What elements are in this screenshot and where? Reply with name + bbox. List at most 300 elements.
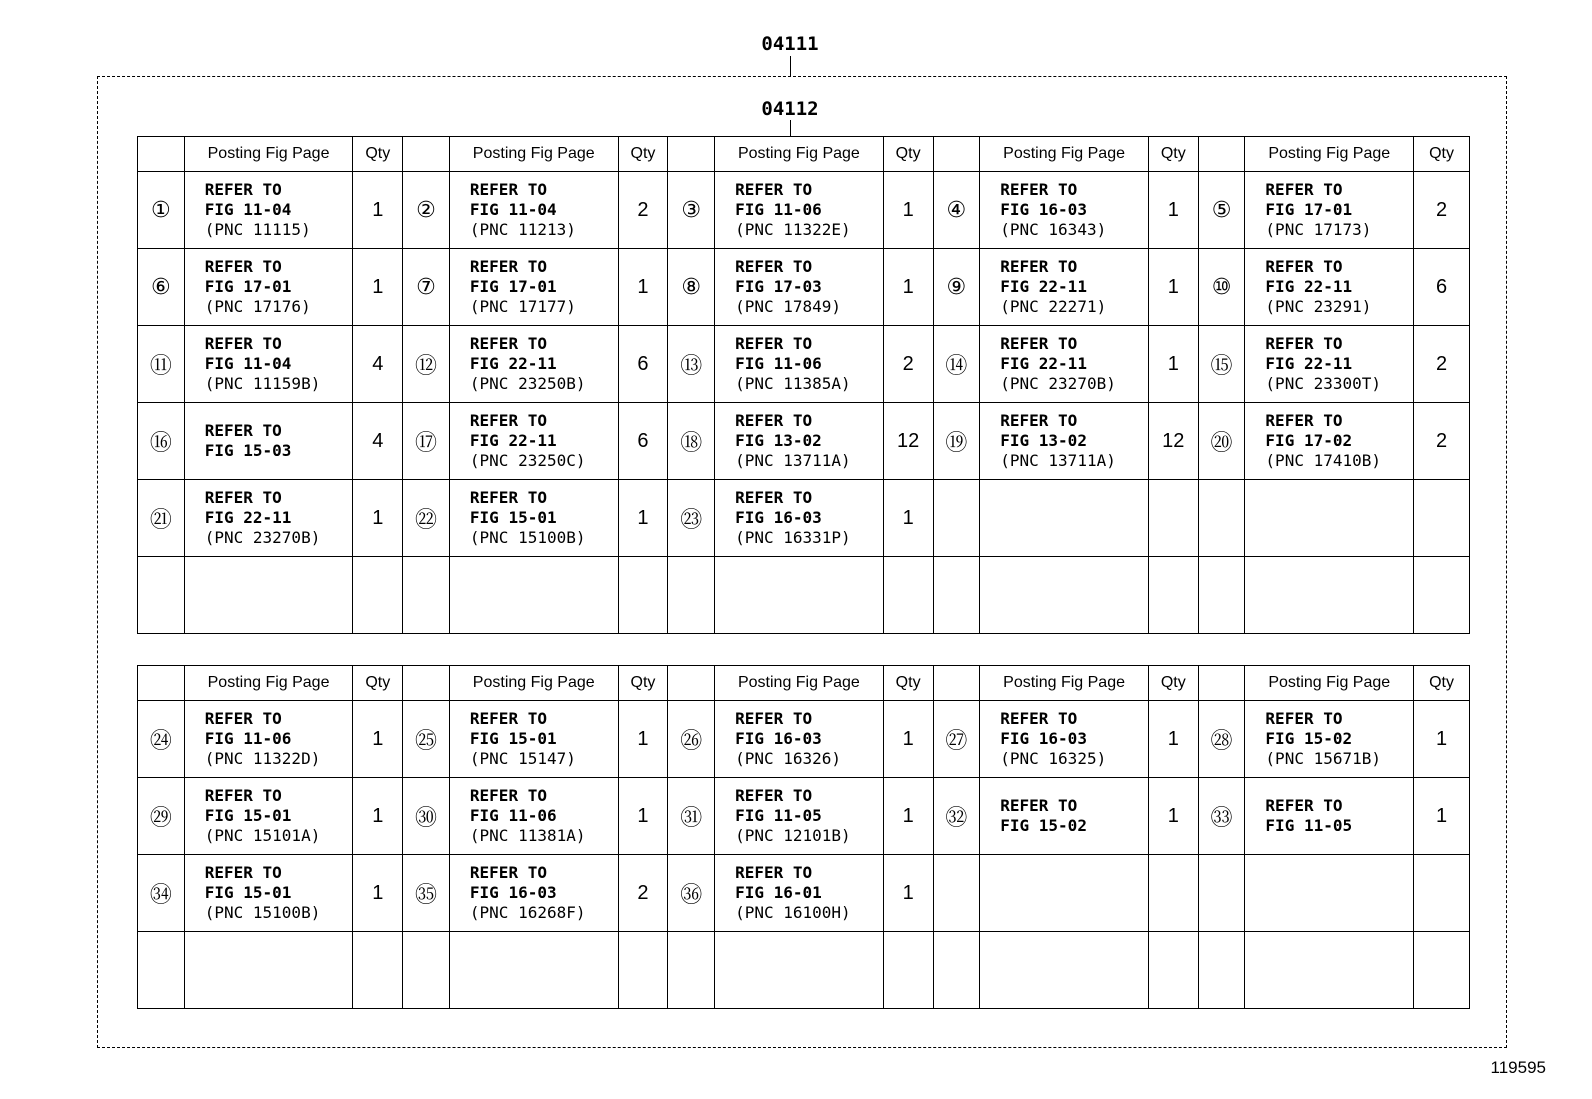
header-posting-fig-page: Posting Fig Page bbox=[184, 137, 353, 172]
posting-reference bbox=[449, 480, 618, 557]
fig-reference: FIG 11-06 bbox=[469, 806, 557, 825]
posting-reference bbox=[184, 778, 353, 855]
quantity: 4 bbox=[353, 326, 403, 403]
quantity: 1 bbox=[1148, 326, 1198, 403]
header-qty: Qty bbox=[353, 666, 403, 701]
item-number: ⑯ bbox=[138, 403, 185, 480]
refer-label: REFER TO bbox=[735, 709, 813, 728]
quantity: 1 bbox=[353, 172, 403, 249]
pnc-reference: (PNC 17410B) bbox=[1265, 451, 1382, 470]
empty-cell bbox=[980, 855, 1149, 932]
item-number: ⑬ bbox=[668, 326, 715, 403]
table-row bbox=[138, 778, 1470, 855]
pnc-reference: (PNC 15100B) bbox=[204, 903, 321, 922]
refer-label: REFER TO bbox=[1000, 257, 1078, 276]
pnc-reference: (PNC 23291) bbox=[1265, 297, 1372, 316]
header-posting-fig-page: Posting Fig Page bbox=[449, 137, 618, 172]
pnc-reference: (PNC 23270B) bbox=[204, 528, 321, 547]
pnc-reference: (PNC 15101A) bbox=[204, 826, 321, 845]
fig-reference: FIG 15-01 bbox=[469, 729, 557, 748]
quantity: 1 bbox=[1414, 701, 1470, 778]
pnc-reference: (PNC 23270B) bbox=[1000, 374, 1116, 393]
quantity: 1 bbox=[883, 480, 933, 557]
table-row bbox=[138, 249, 1470, 326]
posting-reference bbox=[1245, 778, 1414, 855]
refer-label: REFER TO bbox=[1265, 411, 1343, 430]
posting-reference bbox=[449, 249, 618, 326]
fig-reference: FIG 13-02 bbox=[735, 431, 822, 450]
empty-cell bbox=[980, 480, 1149, 557]
empty-cell bbox=[883, 557, 933, 634]
pnc-reference: (PNC 11385A) bbox=[735, 374, 851, 393]
item-number: ㉔ bbox=[138, 701, 185, 778]
pnc-reference: (PNC 23250B) bbox=[469, 374, 586, 393]
header-row bbox=[138, 666, 1470, 701]
header-number-cell bbox=[668, 666, 715, 701]
posting-reference bbox=[449, 326, 618, 403]
pnc-reference: (PNC 23250C) bbox=[469, 451, 586, 470]
item-number: ㉚ bbox=[403, 778, 450, 855]
posting-reference bbox=[184, 403, 353, 480]
refer-label: REFER TO bbox=[1265, 334, 1343, 353]
quantity: 1 bbox=[1148, 172, 1198, 249]
fig-reference: FIG 22-11 bbox=[204, 508, 292, 527]
empty-cell bbox=[980, 932, 1149, 1009]
refer-label: REFER TO bbox=[1265, 796, 1343, 815]
fig-reference: FIG 17-02 bbox=[1265, 431, 1353, 450]
posting-reference bbox=[184, 249, 353, 326]
pnc-reference: (PNC 13711A) bbox=[735, 451, 851, 470]
quantity: 6 bbox=[618, 403, 668, 480]
table-row bbox=[138, 172, 1470, 249]
fig-reference: FIG 15-02 bbox=[1000, 816, 1087, 835]
empty-cell bbox=[715, 932, 884, 1009]
refer-label: REFER TO bbox=[1265, 709, 1343, 728]
catalog-number: 119595 bbox=[1490, 1058, 1546, 1077]
header-posting-fig-page: Posting Fig Page bbox=[980, 666, 1149, 701]
fig-reference: FIG 15-03 bbox=[204, 441, 292, 460]
header-number-cell bbox=[1198, 137, 1245, 172]
quantity: 1 bbox=[353, 249, 403, 326]
refer-label: REFER TO bbox=[1000, 709, 1078, 728]
item-number: ㉕ bbox=[403, 701, 450, 778]
inner-callout-leader bbox=[790, 120, 791, 136]
item-number: ㉝ bbox=[1198, 778, 1245, 855]
posting-reference bbox=[1245, 701, 1414, 778]
empty-cell bbox=[1414, 557, 1470, 634]
posting-reference bbox=[449, 701, 618, 778]
posting-reference bbox=[184, 326, 353, 403]
pnc-reference: (PNC 11159B) bbox=[204, 374, 321, 393]
pnc-reference: (PNC 15147) bbox=[469, 749, 576, 768]
empty-cell bbox=[1198, 855, 1245, 932]
item-number: ⑪ bbox=[138, 326, 185, 403]
header-posting-fig-page: Posting Fig Page bbox=[184, 666, 353, 701]
fig-reference: FIG 15-01 bbox=[204, 806, 292, 825]
quantity: 1 bbox=[1148, 701, 1198, 778]
pnc-reference: (PNC 17176) bbox=[204, 297, 311, 316]
posting-reference bbox=[184, 480, 353, 557]
empty-cell bbox=[403, 932, 450, 1009]
item-number: ④ bbox=[933, 172, 980, 249]
item-number: ⑱ bbox=[668, 403, 715, 480]
item-number: ③ bbox=[668, 172, 715, 249]
empty-cell bbox=[403, 557, 450, 634]
fig-reference: FIG 17-01 bbox=[1265, 200, 1353, 219]
quantity: 2 bbox=[1414, 403, 1470, 480]
refer-label: REFER TO bbox=[735, 786, 813, 805]
fig-reference: FIG 15-02 bbox=[1265, 729, 1353, 748]
empty-cell bbox=[138, 557, 185, 634]
refer-label: REFER TO bbox=[735, 257, 813, 276]
table-header bbox=[138, 137, 1470, 172]
pnc-reference: (PNC 11115) bbox=[204, 220, 311, 239]
posting-reference bbox=[980, 403, 1149, 480]
refer-label: REFER TO bbox=[204, 421, 282, 440]
quantity: 4 bbox=[353, 403, 403, 480]
quantity: 1 bbox=[353, 778, 403, 855]
posting-reference bbox=[184, 855, 353, 932]
empty-cell bbox=[668, 932, 715, 1009]
item-number: ⑰ bbox=[403, 403, 450, 480]
item-number: ⑤ bbox=[1198, 172, 1245, 249]
empty-cell bbox=[1198, 932, 1245, 1009]
table-row bbox=[138, 480, 1470, 557]
empty-cell bbox=[1414, 855, 1470, 932]
empty-cell bbox=[1414, 932, 1470, 1009]
quantity: 1 bbox=[883, 172, 933, 249]
empty-cell bbox=[353, 557, 403, 634]
fig-reference: FIG 11-04 bbox=[469, 200, 557, 219]
item-number: ⑲ bbox=[933, 403, 980, 480]
posting-reference bbox=[980, 326, 1149, 403]
quantity: 1 bbox=[1148, 249, 1198, 326]
fig-reference: FIG 22-11 bbox=[1000, 277, 1087, 296]
table-body bbox=[138, 701, 1470, 1009]
posting-reference bbox=[184, 701, 353, 778]
item-number: ㉞ bbox=[138, 855, 185, 932]
item-number: ㉗ bbox=[933, 701, 980, 778]
fig-reference: FIG 22-11 bbox=[469, 431, 557, 450]
empty-cell bbox=[715, 557, 884, 634]
refer-label: REFER TO bbox=[204, 863, 282, 882]
posting-reference bbox=[1245, 403, 1414, 480]
pnc-reference: (PNC 11322D) bbox=[204, 749, 321, 768]
quantity: 2 bbox=[618, 855, 668, 932]
empty-cell bbox=[933, 855, 980, 932]
fig-reference: FIG 22-11 bbox=[1265, 354, 1353, 373]
header-posting-fig-page: Posting Fig Page bbox=[1245, 137, 1414, 172]
empty-cell bbox=[1198, 480, 1245, 557]
table-row bbox=[138, 701, 1470, 778]
fig-reference: FIG 17-01 bbox=[469, 277, 557, 296]
refer-label: REFER TO bbox=[1000, 411, 1078, 430]
empty-cell bbox=[1245, 855, 1414, 932]
fig-reference: FIG 15-01 bbox=[469, 508, 557, 527]
item-number: ㊱ bbox=[668, 855, 715, 932]
quantity: 1 bbox=[618, 701, 668, 778]
quantity: 1 bbox=[883, 701, 933, 778]
header-qty: Qty bbox=[1414, 137, 1470, 172]
fig-reference: FIG 22-11 bbox=[1265, 277, 1353, 296]
posting-reference bbox=[715, 480, 884, 557]
posting-reference bbox=[715, 326, 884, 403]
empty-cell bbox=[449, 932, 618, 1009]
refer-label: REFER TO bbox=[204, 786, 282, 805]
posting-reference bbox=[449, 855, 618, 932]
fig-reference: FIG 16-03 bbox=[1000, 200, 1087, 219]
header-qty: Qty bbox=[1148, 666, 1198, 701]
quantity: 1 bbox=[618, 778, 668, 855]
refer-label: REFER TO bbox=[469, 786, 547, 805]
quantity: 6 bbox=[1414, 249, 1470, 326]
item-number: ㉑ bbox=[138, 480, 185, 557]
posting-reference bbox=[980, 172, 1149, 249]
quantity: 1 bbox=[353, 701, 403, 778]
pnc-reference: (PNC 16325) bbox=[1000, 749, 1107, 768]
header-qty: Qty bbox=[618, 137, 668, 172]
header-qty: Qty bbox=[618, 666, 668, 701]
pnc-reference: (PNC 17177) bbox=[469, 297, 576, 316]
item-number: ㉙ bbox=[138, 778, 185, 855]
refer-label: REFER TO bbox=[735, 488, 813, 507]
header-number-cell bbox=[403, 666, 450, 701]
item-number: ㉘ bbox=[1198, 701, 1245, 778]
quantity: 12 bbox=[1148, 403, 1198, 480]
posting-reference bbox=[449, 778, 618, 855]
pnc-reference: (PNC 22271) bbox=[1000, 297, 1107, 316]
fig-reference: FIG 11-04 bbox=[204, 200, 292, 219]
posting-reference bbox=[980, 778, 1149, 855]
header-number-cell bbox=[138, 666, 185, 701]
quantity: 1 bbox=[1414, 778, 1470, 855]
empty-cell bbox=[1148, 480, 1198, 557]
item-number: ㉖ bbox=[668, 701, 715, 778]
quantity: 1 bbox=[883, 249, 933, 326]
empty-cell bbox=[933, 480, 980, 557]
empty-cell bbox=[1414, 480, 1470, 557]
fig-reference: FIG 22-11 bbox=[469, 354, 557, 373]
item-number: ⑮ bbox=[1198, 326, 1245, 403]
table-row bbox=[138, 932, 1470, 1009]
empty-cell bbox=[184, 932, 353, 1009]
posting-reference bbox=[715, 249, 884, 326]
pnc-reference: (PNC 17849) bbox=[735, 297, 842, 316]
item-number: ⑩ bbox=[1198, 249, 1245, 326]
fig-reference: FIG 22-11 bbox=[1000, 354, 1087, 373]
header-number-cell bbox=[138, 137, 185, 172]
header-posting-fig-page: Posting Fig Page bbox=[449, 666, 618, 701]
fig-reference: FIG 16-03 bbox=[1000, 729, 1087, 748]
posting-reference bbox=[715, 403, 884, 480]
refer-label: REFER TO bbox=[204, 180, 282, 199]
posting-reference bbox=[980, 701, 1149, 778]
quantity: 1 bbox=[618, 249, 668, 326]
header-qty: Qty bbox=[1148, 137, 1198, 172]
empty-cell bbox=[1245, 932, 1414, 1009]
fig-reference: FIG 13-02 bbox=[1000, 431, 1087, 450]
refer-label: REFER TO bbox=[469, 863, 547, 882]
header-number-cell bbox=[403, 137, 450, 172]
fig-reference: FIG 17-01 bbox=[204, 277, 292, 296]
empty-cell bbox=[138, 932, 185, 1009]
fig-reference: FIG 15-01 bbox=[204, 883, 292, 902]
refer-label: REFER TO bbox=[1000, 334, 1078, 353]
empty-cell bbox=[1148, 557, 1198, 634]
empty-cell bbox=[184, 557, 353, 634]
refer-label: REFER TO bbox=[1265, 180, 1343, 199]
outer-callout-label: 04111 bbox=[761, 33, 819, 55]
refer-label: REFER TO bbox=[469, 709, 547, 728]
pnc-reference: (PNC 16326) bbox=[735, 749, 842, 768]
refer-label: REFER TO bbox=[1000, 796, 1078, 815]
table-row bbox=[138, 326, 1470, 403]
refer-label: REFER TO bbox=[735, 334, 813, 353]
empty-cell bbox=[618, 932, 668, 1009]
refer-label: REFER TO bbox=[204, 334, 282, 353]
posting-reference bbox=[715, 778, 884, 855]
fig-reference: FIG 11-05 bbox=[735, 806, 822, 825]
refer-label: REFER TO bbox=[204, 257, 282, 276]
refer-label: REFER TO bbox=[735, 411, 813, 430]
pnc-reference: (PNC 16268F) bbox=[469, 903, 586, 922]
refer-label: REFER TO bbox=[1265, 257, 1343, 276]
pnc-reference: (PNC 11213) bbox=[469, 220, 576, 239]
item-number: ② bbox=[403, 172, 450, 249]
posting-reference bbox=[715, 701, 884, 778]
header-number-cell bbox=[668, 137, 715, 172]
header-qty: Qty bbox=[1414, 666, 1470, 701]
posting-reference bbox=[1245, 249, 1414, 326]
pnc-reference: (PNC 11381A) bbox=[469, 826, 586, 845]
empty-cell bbox=[883, 932, 933, 1009]
pnc-reference: (PNC 13711A) bbox=[1000, 451, 1116, 470]
posting-reference bbox=[1245, 326, 1414, 403]
posting-reference bbox=[184, 172, 353, 249]
header-number-cell bbox=[933, 666, 980, 701]
quantity: 1 bbox=[353, 480, 403, 557]
header-qty: Qty bbox=[883, 666, 933, 701]
quantity: 2 bbox=[1414, 172, 1470, 249]
empty-cell bbox=[353, 932, 403, 1009]
item-number: ㉓ bbox=[668, 480, 715, 557]
fig-reference: FIG 11-06 bbox=[735, 200, 822, 219]
fig-reference: FIG 17-03 bbox=[735, 277, 822, 296]
empty-cell bbox=[449, 557, 618, 634]
pnc-reference: (PNC 16343) bbox=[1000, 220, 1107, 239]
item-number: ㉛ bbox=[668, 778, 715, 855]
empty-cell bbox=[980, 557, 1149, 634]
header-posting-fig-page: Posting Fig Page bbox=[980, 137, 1149, 172]
pnc-reference: (PNC 15671B) bbox=[1265, 749, 1382, 768]
empty-cell bbox=[1198, 557, 1245, 634]
header-number-cell bbox=[933, 137, 980, 172]
posting-reference bbox=[1245, 172, 1414, 249]
item-number: ① bbox=[138, 172, 185, 249]
empty-cell bbox=[1245, 480, 1414, 557]
table-row bbox=[138, 855, 1470, 932]
empty-cell bbox=[1148, 855, 1198, 932]
refer-label: REFER TO bbox=[204, 709, 282, 728]
posting-reference bbox=[449, 403, 618, 480]
table-header bbox=[138, 666, 1470, 701]
pnc-reference: (PNC 15100B) bbox=[469, 528, 586, 547]
posting-reference bbox=[715, 172, 884, 249]
table-row bbox=[138, 403, 1470, 480]
item-number: ⑥ bbox=[138, 249, 185, 326]
header-posting-fig-page: Posting Fig Page bbox=[1245, 666, 1414, 701]
quantity: 1 bbox=[1148, 778, 1198, 855]
item-number: ⑭ bbox=[933, 326, 980, 403]
refer-label: REFER TO bbox=[469, 411, 547, 430]
fig-reference: FIG 11-06 bbox=[204, 729, 292, 748]
posting-reference bbox=[449, 172, 618, 249]
pnc-reference: (PNC 12101B) bbox=[735, 826, 851, 845]
parts-table-top bbox=[137, 136, 1470, 634]
item-number: ⑳ bbox=[1198, 403, 1245, 480]
refer-label: REFER TO bbox=[469, 488, 547, 507]
fig-reference: FIG 16-03 bbox=[735, 729, 822, 748]
fig-reference: FIG 11-05 bbox=[1265, 816, 1353, 835]
fig-reference: FIG 16-01 bbox=[735, 883, 822, 902]
quantity: 2 bbox=[883, 326, 933, 403]
quantity: 2 bbox=[618, 172, 668, 249]
item-number: ⑨ bbox=[933, 249, 980, 326]
header-posting-fig-page: Posting Fig Page bbox=[715, 666, 884, 701]
header-posting-fig-page: Posting Fig Page bbox=[715, 137, 884, 172]
refer-label: REFER TO bbox=[204, 488, 282, 507]
item-number: ㉜ bbox=[933, 778, 980, 855]
quantity: 12 bbox=[883, 403, 933, 480]
inner-callout-label: 04112 bbox=[761, 98, 819, 120]
item-number: ㉒ bbox=[403, 480, 450, 557]
header-qty: Qty bbox=[883, 137, 933, 172]
item-number: ㉟ bbox=[403, 855, 450, 932]
quantity: 1 bbox=[883, 778, 933, 855]
header-qty: Qty bbox=[353, 137, 403, 172]
item-number: ⑫ bbox=[403, 326, 450, 403]
fig-reference: FIG 16-03 bbox=[735, 508, 822, 527]
pnc-reference: (PNC 23300T) bbox=[1265, 374, 1382, 393]
empty-cell bbox=[933, 557, 980, 634]
outer-callout-leader bbox=[790, 56, 791, 76]
pnc-reference: (PNC 16331P) bbox=[735, 528, 851, 547]
header-row bbox=[138, 137, 1470, 172]
posting-reference bbox=[715, 855, 884, 932]
item-number: ⑦ bbox=[403, 249, 450, 326]
refer-label: REFER TO bbox=[469, 334, 547, 353]
fig-reference: FIG 16-03 bbox=[469, 883, 557, 902]
refer-label: REFER TO bbox=[735, 863, 813, 882]
parts-table-bottom bbox=[137, 665, 1470, 1009]
pnc-reference: (PNC 11322E) bbox=[735, 220, 851, 239]
quantity: 2 bbox=[1414, 326, 1470, 403]
quantity: 1 bbox=[883, 855, 933, 932]
empty-cell bbox=[1245, 557, 1414, 634]
refer-label: REFER TO bbox=[469, 180, 547, 199]
posting-reference bbox=[980, 249, 1149, 326]
empty-cell bbox=[933, 932, 980, 1009]
fig-reference: FIG 11-04 bbox=[204, 354, 292, 373]
table-body bbox=[138, 172, 1470, 634]
item-number: ⑧ bbox=[668, 249, 715, 326]
quantity: 1 bbox=[618, 480, 668, 557]
header-number-cell bbox=[1198, 666, 1245, 701]
table-row bbox=[138, 557, 1470, 634]
empty-cell bbox=[1148, 932, 1198, 1009]
quantity: 6 bbox=[618, 326, 668, 403]
pnc-reference: (PNC 16100H) bbox=[735, 903, 851, 922]
